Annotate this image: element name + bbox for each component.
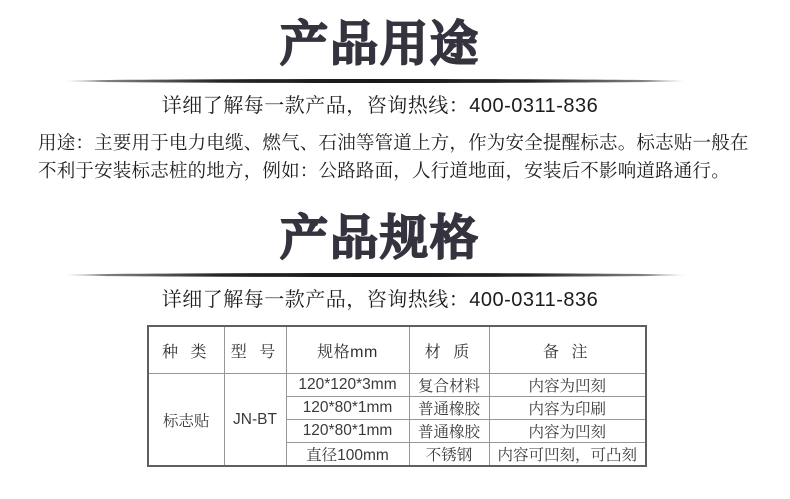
cell-note: 内容可凹刻，可凸刻	[489, 443, 646, 467]
spec-table-header-row	[148, 326, 646, 374]
header-category: 种 类	[148, 326, 224, 374]
cell-spec: 120*80*1mm	[286, 420, 409, 443]
cell-material: 普通橡胶	[409, 420, 489, 443]
divider-under-usage-title	[64, 79, 686, 83]
section-title-usage: 产品用途	[279, 18, 480, 71]
cell-model: JN-BT	[224, 374, 286, 467]
cell-note: 内容为印刷	[489, 397, 646, 420]
usage-paragraph: 用途：主要用于电力电缆、燃气、石油等管道上方，作为安全提醒标志。标志贴一般在不利于安装标志桩的地方，例如：公路路面，人行道地面，安装后不影响道路通行。	[38, 132, 749, 181]
divider-under-spec-title	[64, 273, 686, 277]
section-title-spec: 产品规格	[279, 212, 480, 265]
hotline-text-spec: 详细了解每一款产品，咨询热线：400-0311-836	[161, 289, 599, 311]
cell-note: 内容为凹刻	[489, 420, 646, 443]
header-note: 备 注	[489, 326, 646, 374]
header-material: 材 质	[409, 326, 489, 374]
cell-material: 复合材料	[409, 374, 489, 397]
cell-material: 不锈钢	[409, 443, 489, 467]
header-model: 型 号	[224, 326, 286, 374]
cell-spec: 120*80*1mm	[286, 397, 409, 420]
cell-spec: 120*120*3mm	[286, 374, 409, 397]
spec-table	[147, 325, 647, 467]
hotline-text-usage: 详细了解每一款产品，咨询热线：400-0311-836	[161, 95, 599, 117]
cell-spec: 直径100mm	[286, 443, 409, 467]
table-row	[148, 374, 646, 397]
cell-category: 标志贴	[148, 374, 224, 467]
cell-note: 内容为凹刻	[489, 374, 646, 397]
cell-material: 普通橡胶	[409, 397, 489, 420]
header-spec: 规格mm	[286, 326, 409, 374]
